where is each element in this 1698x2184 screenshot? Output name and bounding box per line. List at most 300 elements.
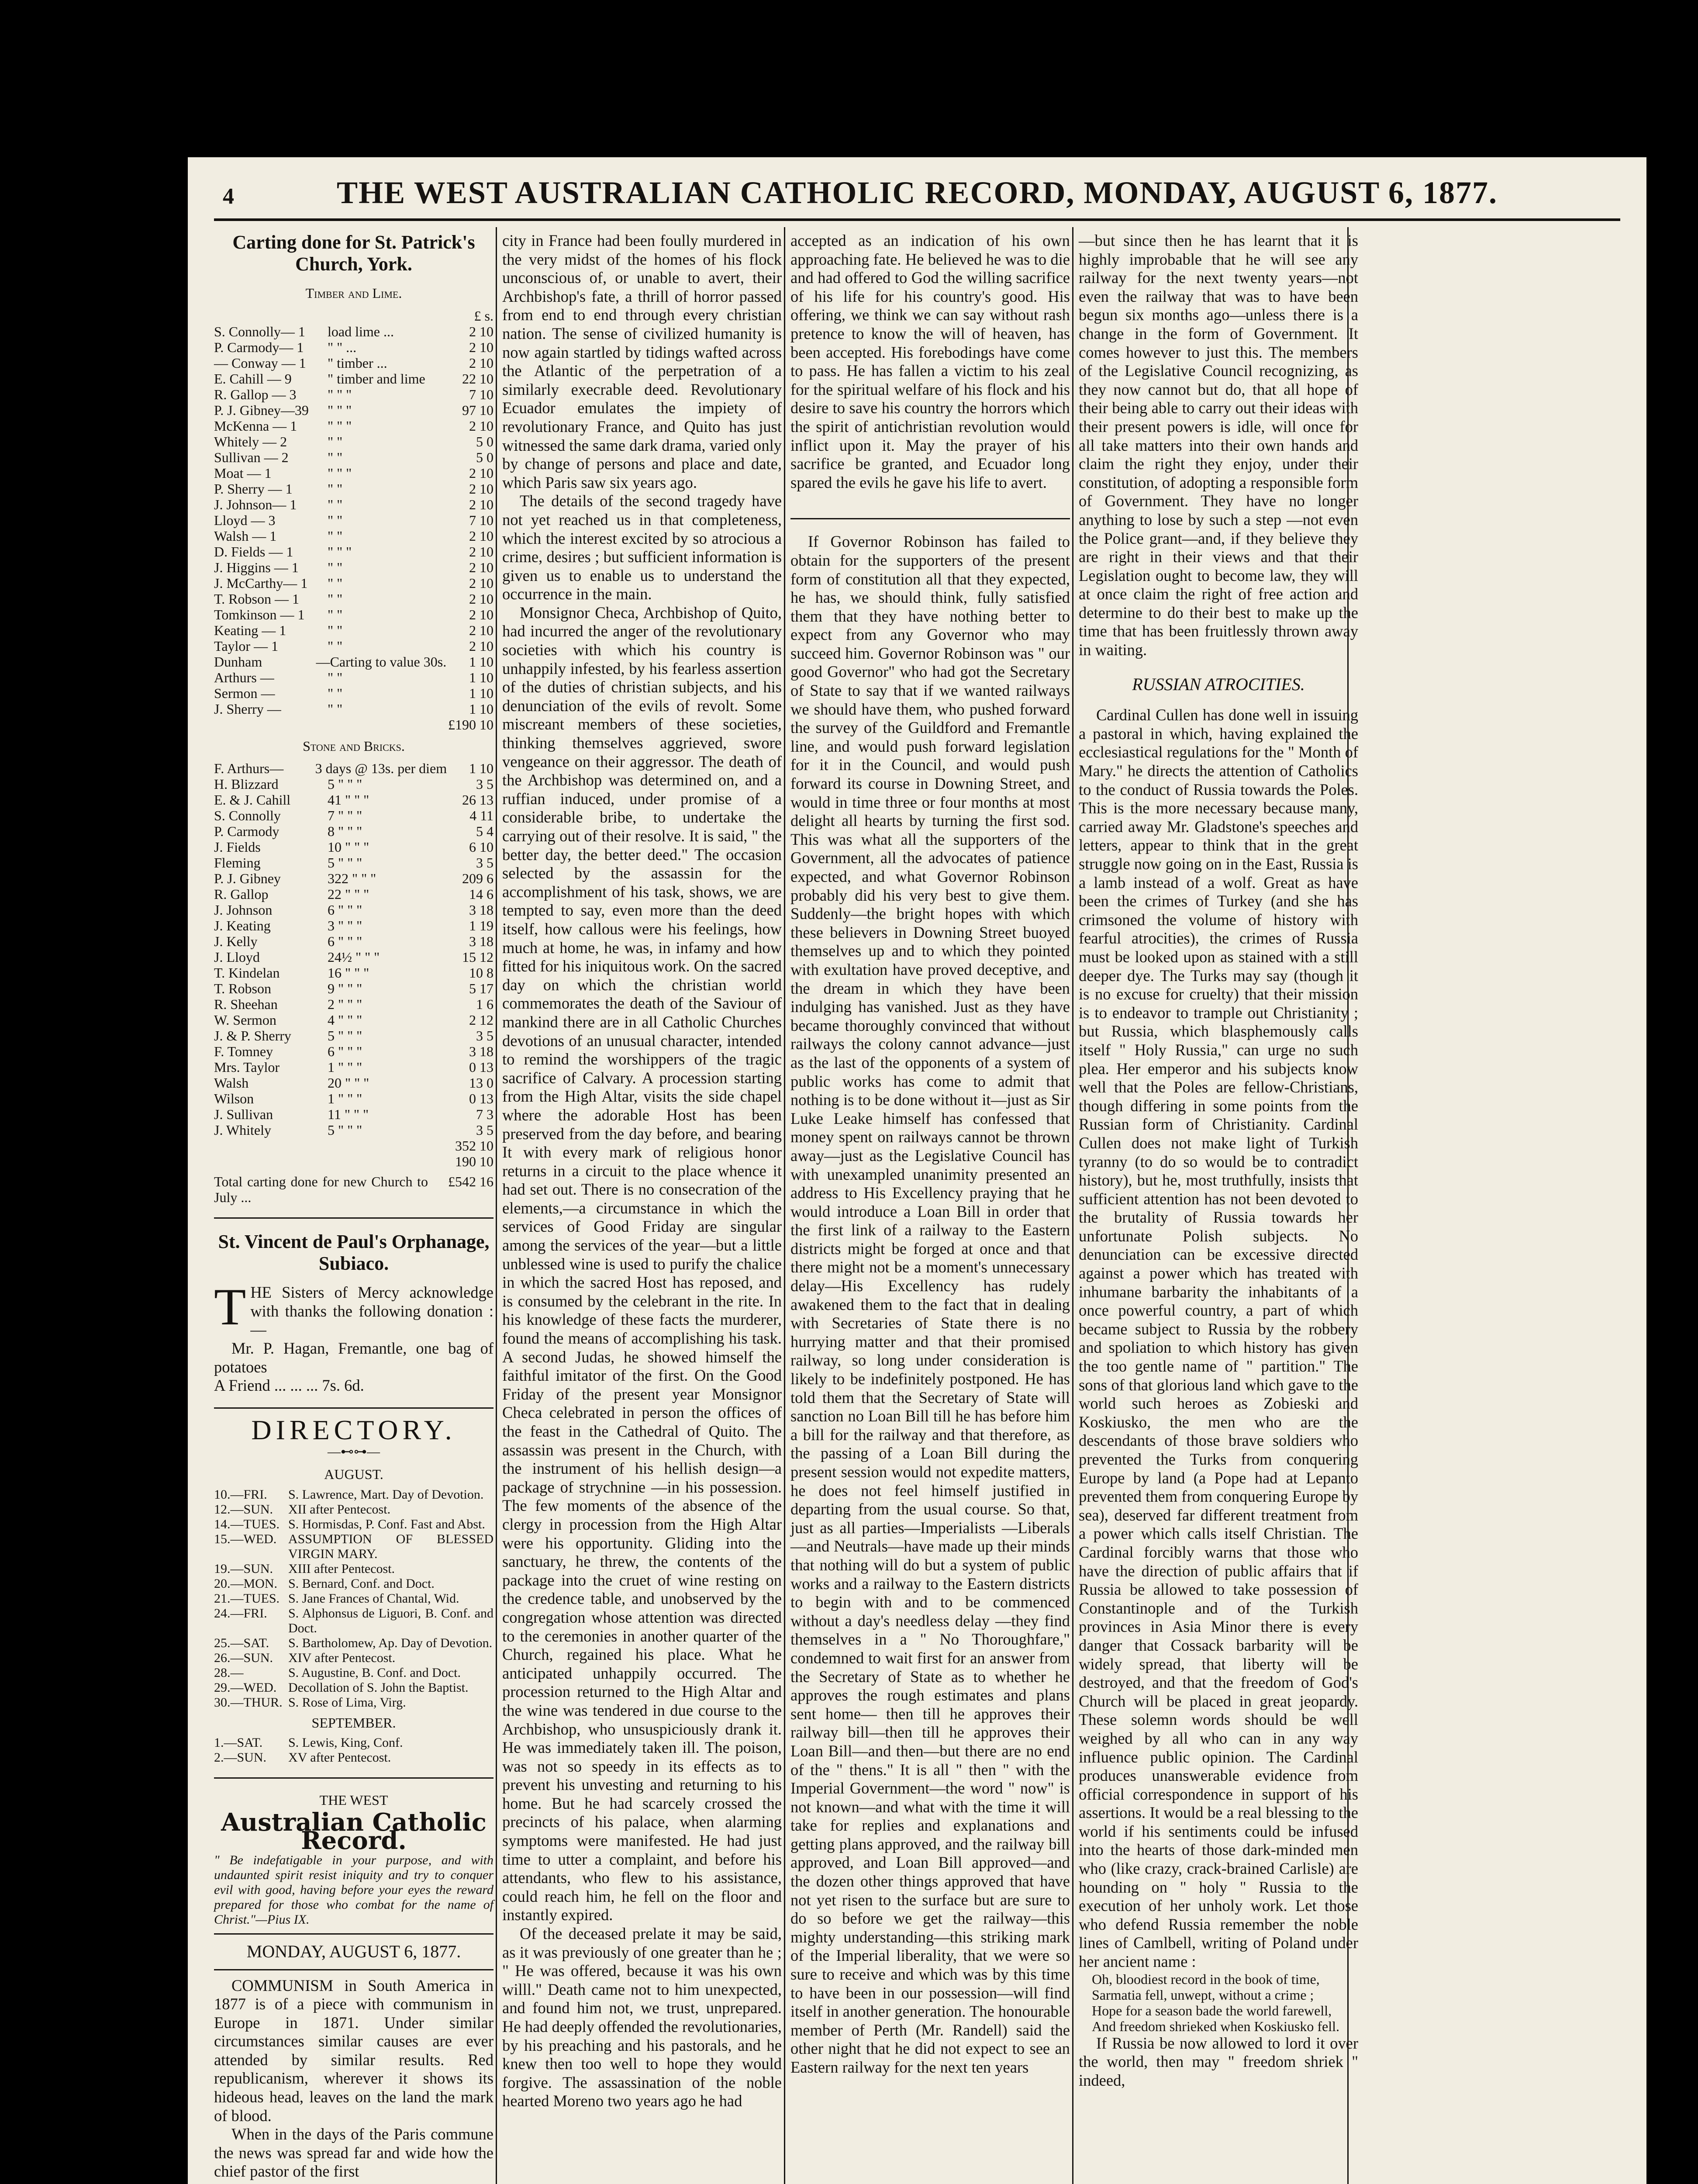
table-row [214,670,494,685]
row-description: —Carting to value 30s. [316,653,447,670]
article-paragraph: city in France had been foully murdered in the very midst of the homes of his flock unconscious of, or unable to avert, their Archbishop's fate, a thrill of horror passed from end to end through every christian nation. The sense of civilized humanity is now again startled by tidings wafted across the Atlantic of the perpetration of a similarly execrable deed. Revolutionary Ecuador emulates the impiety of revolutionary France, and Quito has just witnessed the same dark drama, varied only by change of persons and place and date, which Paris saw six years ago. [502,232,782,491]
entry-text: Decollation of S. John the Baptist. [288,1680,469,1695]
row-description: " " [328,606,343,622]
row-amount: 13 0 [469,1075,494,1091]
row-description: 20 " " " [328,1075,369,1091]
row-name: Mrs. Taylor [214,1059,280,1075]
article-paragraph: If Governor Robinson has failed to obtain for the supporters of the present form of constitution all that they expected, he has, we should think, fully satisfied them that they have nothing better to expect from any Governor who may succeed him. Governor Robinson was " our good Governor" who had got the Secretary of State to say that if we wanted railways we should have them, who pushed forward the survey of the Guildford and Fremantle line, and would push forward legislation for it in the Council, and would push forward its course in Downing Street, and would in time three or four months at most delight all hearts by turning the first sod. This was what all the supporters of the Government, all the advocates of patience expected, and what Governor Robinson probably did his very best to give them. Suddenly—the bright hopes with which these believers in Downing Street buoyed themselves up and to which they pointed with exultation have proved deceptive, and the dream in which they have been indulging has vanished. Just as they have became thoroughly convinced that without railways the colony cannot advance—just as the last of the opponents of a system of public works has come to admit that nothing is to be done without it—just as Sir Luke Leake himself has confessed that money spent on railways cannot be thrown away—just as the Legislative Council has with unexampled unanimity presented an address to His Excellency praying that he would introduce a Loan Bill in order that the first link of a railway to the Eastern districts might be forged at once and that there might not be a moment's unnecessary delay—His Excellency has rudely awakened them to the fact that in dealing with Secretaries of State there is no hurrying matter and that their promised railway, so long under consideration is likely to be indefinitely postponed. He has told them that the Secretary of State will sanction no Loan Bill till he has before him a bill for the railway and that therefore, as the passing of a Loan Bill during the present session would not expedite matters, he does not feel himself justified in departing from the usual course. So that, just as all parties—Imperialists —Liberals—and Neutrals—have made up their minds that nothing will do but a system of public works and a railway to the Eastern districts to begin with and to be commenced without a day's needless delay —they find themselves in a " No Thoroughfare," condemned to wait first for an answer from the Secretary of State as to whether he approves the rough estimates and plans sent home— then till he approves their railway bill—then till he approves their Loan Bill—and then—but there are no end of the " thens." It is all " then " with the Imperial Government—the word " now" is not known—and what with the time it will take for replies and explanations and getting plans approved, and the railway bill approved, and Loan Bill approved—and the dozen other things approved that have not yet risen to the surface but are sure to do so before we get the railway—this mighty understanding—this striking mark of the Imperial liberality, that we were so sure to receive and which was by this time to have been in our possession—will find itself in another generation. The honourable member of Perth (Mr. Randell) said the other night that he did not expect to see an Eastern railway for the next ten years [790,532,1070,2076]
directory-entry [214,1651,494,1666]
row-amount: 2 10 [469,339,494,355]
directory-entry [214,1576,494,1591]
row-name: P. J. Gibney—39 [214,402,309,418]
carting-table-stone [214,760,494,1138]
entry-date: 12.—SUN. [214,1502,273,1517]
row-amount: 5 0 [476,433,494,449]
entry-date: 10.—FRI. [214,1487,267,1502]
row-name: J. Keating [214,918,271,934]
table-row [214,1122,494,1138]
table-row [214,760,494,776]
table-row [214,560,494,575]
row-amount: 3 5 [476,1122,494,1138]
row-description: " " [328,685,343,701]
divider [790,518,1070,519]
table-row [214,949,494,965]
poem-line: Oh, bloodiest record in the book of time, [1092,1971,1320,1987]
entry-date: 1.—SAT. [214,1735,263,1750]
directory-entry [214,1680,494,1695]
row-name: J. Johnson [214,902,273,918]
row-name: J. Lloyd [214,949,260,965]
row-description: " " [328,591,343,607]
row-amount: 1 10 [469,701,494,717]
row-description: " timber and lime [328,370,425,387]
row-name: R. Sheehan [214,996,278,1013]
row-description: 16 " " " [328,965,369,981]
row-name: T. Robson — 1 [214,591,299,607]
table-row [214,918,494,933]
entry-text: S. Alphonsus de Liguori, B. Conf. and Doct. [288,1606,494,1635]
row-description: " " " [328,543,352,560]
directory-month: AUGUST. [324,1466,383,1482]
row-description: 6 " " " [328,933,362,950]
row-description: " " [328,669,343,685]
table-row [214,449,494,465]
row-description: 1 " " " [328,1059,362,1075]
row-name: Tomkinson — 1 [214,606,305,622]
carting-table-timber [214,324,494,717]
divider [214,1407,494,1409]
entry-date: 19.—SUN. [214,1561,273,1576]
table-row [214,481,494,497]
carting-subtotal: 352 10 [455,1138,494,1154]
table-row [214,371,494,387]
row-name: J. Whitely [214,1122,271,1138]
table-row [214,1106,494,1122]
row-description: 24½ " " " [328,949,380,965]
article-heading: RUSSIAN ATROCITIES. [1132,674,1305,694]
row-name: R. Gallop [214,886,269,902]
orphanage-body: HE Sisters of Mercy acknowledge with thanks the following donation :— [250,1283,494,1339]
row-description: " " [328,449,343,465]
entry-date: 14.—TUES. [214,1517,280,1531]
row-amount: 1 10 [469,669,494,685]
carting-subtotal: 190 10 [455,1154,494,1170]
row-name: P. Sherry — 1 [214,480,293,497]
table-row [214,902,494,918]
row-name: T. Robson [214,981,271,997]
row-name: S. Connolly— 1 [214,323,305,339]
row-amount: 2 10 [469,575,494,591]
row-name: J. McCarthy— 1 [214,575,308,591]
table-row [214,855,494,871]
motto: " Be indefatigable in your purpose, and with undaunted spirit resist iniquity and try to conquer evil with good, having before your eyes the reward prepared for those who combat for the name of Christ."—Pius IX. [214,1852,494,1927]
row-description: 6 " " " [328,1044,362,1060]
column-1 [214,232,494,2184]
row-name: Wilson [214,1091,254,1107]
row-amount: 2 10 [469,323,494,339]
row-amount: 26 13 [462,792,494,808]
table-row [214,638,494,654]
row-amount: 7 10 [469,386,494,402]
column-2 [502,232,782,2184]
table-row [214,886,494,902]
row-description: " " " [328,402,352,418]
article-paragraph: COMMUNISM in South America in 1877 is of a piece with communism in Europe in 1871. Under similar circumstances similar causes are ever attended by similar results. Red republicanism, wherever it shows its hideous head, leaves on the land the mark of blood. [214,1976,494,2125]
carting-section-stone: Stone and Bricks. [303,738,405,754]
entry-text: S. Lawrence, Mart. Day of Devotion. [288,1487,484,1502]
directory-list [214,1735,494,1765]
row-name: P. Carmody [214,823,280,840]
row-name: Dunham [214,653,262,670]
row-name: J. Kelly [214,933,258,950]
entry-text: XIII after Pentecost. [288,1561,395,1576]
row-name: — Conway — 1 [214,355,306,371]
row-amount: 2 10 [469,480,494,497]
row-amount: 6 10 [469,839,494,855]
row-amount: 7 10 [469,512,494,528]
row-amount: 1 6 [476,996,494,1013]
directory-entry [214,1591,494,1606]
row-description: 10 " " " [328,839,369,855]
table-row [214,512,494,528]
entry-date: 21.—TUES. [214,1591,280,1606]
entry-date: 20.—MON. [214,1576,278,1591]
row-amount: 3 5 [476,855,494,871]
carting-total-row [214,1174,494,1205]
table-row [214,324,494,339]
row-description: " " ... [328,339,357,355]
row-description: 3 days @ 13s. per diem [315,760,447,777]
divider [214,1777,494,1779]
masthead: THE WEST AUSTRALIAN CATHOLIC RECORD, MONDAY, AUGUST 6, 1877. [337,175,1498,210]
carting-subtotal: £190 10 [448,716,494,733]
directory-entry [214,1695,494,1710]
row-name: W. Sermon [214,1012,276,1028]
column-5 [1354,232,1625,2184]
carting-section-timber: Timber and Lime. [305,285,402,301]
table-row [214,544,494,560]
table-row [214,418,494,434]
row-name: Walsh — 1 [214,528,277,544]
row-name: Lloyd — 3 [214,512,276,528]
entry-date: 24.—FRI. [214,1606,267,1621]
entry-text: S. Jane Frances of Chantal, Wid. [288,1591,459,1606]
directory-entry [214,1487,494,1502]
row-description: 322 " " " [328,871,376,887]
row-description: " " [328,701,343,717]
row-amount: 7 3 [476,1106,494,1123]
divider [214,1969,494,1970]
row-name: Moat — 1 [214,465,272,481]
entry-date: 28.— [214,1665,244,1680]
paper-title-line: THE WEST [319,1792,388,1808]
row-description: 41 " " " [328,792,369,808]
table-row [214,823,494,839]
row-description: " " [328,512,343,528]
table-row [214,1012,494,1028]
article-paragraph: The details of the second tragedy have not yet reached us in that completeness, which the interest excited by so atrocious a crime, desires ; but sufficient information is given us to enable us to understand the occurrence in the main. [502,492,782,603]
poem-line: And freedom shrieked when Koskiusko fell. [1092,2018,1339,2034]
row-amount: 10 8 [469,965,494,981]
row-amount: 3 18 [469,1044,494,1060]
directory-month: SEPTEMBER. [311,1714,396,1731]
carting-title: Carting done for St. Patrick's Church, York. [232,232,475,275]
row-description: 4 " " " [328,1012,362,1028]
row-description: 5 " " " [328,1122,362,1138]
column-divider [496,227,497,2184]
poem-line: Sarmatia fell, unwept, without a crime ; [1092,1987,1314,2003]
entry-text: S. Hormisdas, P. Conf. Fast and Abst. [288,1517,485,1531]
row-description: 5 " " " [328,855,362,871]
row-amount: 2 10 [469,465,494,481]
entry-text: XV after Pentecost. [288,1750,391,1765]
table-row [214,839,494,855]
row-description: " " [328,480,343,497]
table-row [214,1091,494,1106]
directory-entry [214,1502,494,1517]
row-amount: 209 6 [462,871,494,887]
page-number: 4 [223,184,234,209]
directory-entry [214,1750,494,1765]
row-description: 3 " " " [328,918,362,934]
table-row [214,465,494,481]
row-name: Whitely — 2 [214,433,287,449]
table-row [214,387,494,402]
row-amount: 0 13 [469,1091,494,1107]
column-divider [1072,227,1073,2184]
table-row [214,933,494,949]
table-row [214,575,494,591]
table-row [214,808,494,823]
row-amount: 4 11 [469,808,494,824]
entry-text: S. Augustine, B. Conf. and Doct. [288,1665,461,1680]
row-amount: 1 10 [469,760,494,777]
row-description: 11 " " " [328,1106,369,1123]
row-description: " " " [328,418,352,434]
article-paragraph: Cardinal Cullen has done well in issuing a pastoral in which, having explained the ecclesiastical regulations for the " Month of Mary." he directs the attention of Catholics to the conduct of Russia towards the Poles. This is the more necessary because many, carried away Mr. Gladstone's speeches and letters, appear to think that in the great struggle now going on in the East, Russia is a lamb instead of a wolf. Great as have been the crimes of Turkey (and she has crimsoned the volume of history with fearful atrocities), the crimes of Russia must be looked upon as stained with a still deeper dye. The Turks may say (though it is no excuse for cruelty) that their mission is to endeavor to trample out Christianity ; but Russia, which blasphemously calls itself " Holy Russia," can urge no such plea. Her emperor and his subjects know well that the Poles are fellow-Christians, though differing in some points from the Russian form of Christianity. Cardinal Cullen does not make light of Turkish tyranny (to do so would be to contradict history), but he, most truthfully, insists that sufficient attention has not been devoted to the brutality of Russia towards her unfortunate Polish subjects. No denunciation can be excessive directed against a power which has treated with inhumane barbarity the inhabitants of a once powerful country, a part of which became subject to Russia by the robbery and spoliation to which history has given the too gentle name of " partition." The sons of that glorious land which gave to the world such heroes as Zobieski and Koskiusko, the men who are the descendants of those brave soldiers who prevented the Turks from conquering Europe by land (a Pope had at Lepanto prevented them from conquering Europe by sea), deserved far different treatment from a power which calls itself Christian. The Cardinal forcibly warns that those who have the direction of public affairs that if Russia be allowed to take possession of Constantinople and of the Turkish provinces in Asia Minor there is every danger that Cossack barbarity will be widely spread, that liberty will be destroyed, and that the freedom of God's Church will be placed in great jeopardy. These solemn words should be well weighed by all who can in any way influence public opinion. The Cardinal produces unanswerable evidence from official correspondence in support of his assertions. It would be a real blessing to the world if his sentiments could be infused into the hearts of those dark-minded men who (like crazy, crack-brained Carlisle) are hounding on " holy " Russia to the execution of her unholy work. Let those who defend Russia remember the noble lines of Camlbell, writing of Poland under her ancient name : [1079,706,1358,1971]
entry-date: 30.—THUR. [214,1695,283,1710]
row-amount: 1 19 [469,918,494,934]
entry-date: 29.—WED. [214,1680,277,1695]
entry-text: S. Bartholomew, Ap. Day of Devotion. [288,1635,493,1650]
row-name: P. Carmody— 1 [214,339,304,355]
table-row [214,1044,494,1059]
row-description: 22 " " " [328,886,369,902]
row-amount: 1 10 [469,653,494,670]
row-name: Arthurs — [214,669,274,685]
row-amount: 3 18 [469,933,494,950]
article-paragraph: accepted as an indication of his own approaching fate. He believed he was to die and had offered to God the willing sacrifice of his life for his country's good. His offering, we think we can say without rash pretence to know the will of heaven, has been accepted. His forebodings have come to pass. He has fallen a victim to his zeal for the spiritual welfare of his flock and his desire to save his country the horrors which the spirit of antichristian revolution would inflict upon it. May the prayer of his sacrifice be granted, and Ecuador long spared the evils he gave his life to avert. [790,232,1070,491]
row-name: Sermon — [214,685,275,701]
directory-entry [214,1562,494,1576]
row-name: P. J. Gibney [214,871,281,887]
directory-title: DIRECTORY. [251,1414,456,1445]
table-row [214,528,494,544]
directory-entry [214,1636,494,1651]
row-amount: 2 10 [469,355,494,371]
row-amount: 97 10 [462,402,494,418]
table-row [214,965,494,981]
row-amount: 2 10 [469,622,494,638]
column-4 [1079,232,1358,2184]
table-row [214,792,494,808]
row-amount: 5 0 [476,449,494,465]
table-row [214,685,494,701]
table-row [214,497,494,512]
carting-total-label: Total carting done for new Church to July ... [214,1174,428,1206]
row-name: J. Fields [214,839,261,855]
article-paragraph: If Russia be now allowed to lord it over the world, then may " freedom shriek " indeed, [1079,2034,1358,2089]
table-row [214,871,494,886]
row-description: " " [328,559,343,575]
directory-entry [214,1666,494,1680]
row-amount: 2 10 [469,543,494,560]
directory-list [214,1487,494,1710]
table-row [214,339,494,355]
divider [214,1217,494,1219]
row-amount: 5 17 [469,981,494,997]
row-description: " " " [328,386,352,402]
row-amount: 2 10 [469,496,494,512]
column-divider [784,227,785,2184]
row-amount: 2 10 [469,606,494,622]
poem [1079,1971,1358,2034]
table-row [214,1075,494,1091]
table-row [214,701,494,717]
table-row [214,1059,494,1075]
donation-line: A Friend ... ... ... 7s. 6d. [214,1376,364,1395]
paper-title: Australian Catholic Record. [221,1807,487,1856]
row-amount: 2 10 [469,418,494,434]
orphanage-title: St. Vincent de Paul's Orphanage, Subiaco. [218,1231,490,1275]
row-amount: 3 18 [469,902,494,918]
article-paragraph: —but since then he has learnt that it is highly improbable that he will see any railway for the next twenty years—not even the railway that was to have been begun six months ago—unless there is a change in the form of Government. It comes however to just this. The members of the Legislative Council recognizing, as they now cannot but do, that all hope of their being able to carry out their ideas with their present powers is idle, will once for all take matters into their own hands and claim the right they enjoy, under their constitution, of adopting a responsible form of Government. They have no longer anything to lose by such a step —not even the Police grant—and, if they believe they are right in their views and that their Legislation ought to become law, they will at once claim the right of free action and determine to do their best to make up the time that has been fruitlessly thrown away in waiting. [1079,232,1358,659]
table-row [214,355,494,371]
row-amount: 0 13 [469,1059,494,1075]
row-description: 5 " " " [328,776,362,792]
row-description: " " [328,496,343,512]
poem-line: Hope for a season bade the world farewell, [1092,2002,1332,2018]
row-name: J. Sherry — [214,701,281,717]
row-description: " " [328,528,343,544]
row-amount: 5 4 [476,823,494,840]
row-amount: 14 6 [469,886,494,902]
row-description: " " [328,638,343,654]
row-description: 8 " " " [328,823,362,840]
donation-line: Mr. P. Hagan, Fremantle, one bag of potatoes [214,1339,494,1376]
row-description: 6 " " " [328,902,362,918]
row-description: " timber ... [328,355,387,371]
row-name: Sullivan — 2 [214,449,289,465]
directory-entry [214,1735,494,1750]
article-paragraph: Monsignor Checa, Archbishop of Quito, had incurred the anger of the revolutionary societies with which his country is unhappily infested, by his fearless assertion of the duties of christian subjects, and his denunciation of the evils of revolt. Some miscreant members of these societies, thinking themselves aggrieved, swore vengeance on their aggressor. The death of the Archbishop was determined on, and a ruffian induced, under promise of a considerable bribe, to undertake the carrying out of their resolve. It is said, " the better day, the better deed." The occasion selected by the assassin for the accomplishment of his task, shows, we are tempted to say, even more than the deed itself, how callous were his feelings, how much at home, he was, in infamy and how fitted for his iniquitous work. On the sacred day on which the christian world commemorates the death of the Saviour of mankind there are in all Catholic Churches devotions of an unusual character, intended to remind the worshippers of the tragic sacrifice of Calvary. A procession starting from the High Altar, visits the side chapel where the adorable Host has been preserved from the day before, and bearing It with every mark of religious honor returns in a circuit to the place whence it had set out. There is no consecration of the elements,—a circumstance in which the services of Good Friday are singular among the services of the year—but a little unblessed wine is used to purify the chalice in which the sacred Host has reposed, and is consumed by the celebrant in the rite. In his knowledge of these facts the murderer, found the means of accomplishing his task. A second Judas, he showed himself the faithful imitator of the first. On the Good Friday of the present year Monsignor Checa celebrated in person the offices of the feast in the Cathedral of Quito. The assassin was present in the Church, with the instrument of his hellish design—a package of strychnine —in his possession. The few moments of the absence of the clergy in procession from the High Altar were his opportunity. Gliding into the sanctuary, he threw, the contents of the package into the cruet of wine resting on the credence table, and unobserved by the congregation whose attention was directed to the ceremonies in another quarter of the Church, regained his place. What he anticipated unhappily occurred. The procession returned to the High Altar and the wine was tendered in due course to the Archbishop, who unsuspiciously drank it. He was immediately taken ill. The poison, was not so speedy in its effects as to prevent his unvesting and returning to his home. But he had scarcely crossed the precincts of his palace, when alarming symptoms were manifested. He had just time to utter a complaint, and before his attendants, who flew to his assistance, could reach him, he fell on the floor and instantly expired. [502,603,782,1924]
table-row [214,1028,494,1044]
entry-text: ASSUMPTION OF BLESSED VIRGIN MARY. [288,1531,494,1561]
row-name: Taylor — 1 [214,638,279,654]
row-name: J. Higgins — 1 [214,559,299,575]
row-description: 2 " " " [328,996,362,1013]
row-description: load lime ... [328,323,394,339]
drop-cap: T [214,1278,246,1336]
entry-date: 25.—SAT. [214,1635,269,1650]
table-row [214,591,494,607]
row-amount: 3 5 [476,1028,494,1044]
carting-total-amount: £542 16 [448,1174,494,1190]
ornament: —⊷⊶— [328,1444,380,1459]
table-row [214,996,494,1012]
row-name: F. Tomney [214,1044,273,1060]
row-name: J. Johnson— 1 [214,496,297,512]
entry-text: S. Bernard, Conf. and Doct. [288,1576,435,1591]
row-description: " " [328,575,343,591]
row-description: " " [328,622,343,638]
newspaper-page [188,157,1646,2184]
entry-date: 2.—SUN. [214,1750,267,1765]
row-description: 7 " " " [328,808,362,824]
row-description: 1 " " " [328,1091,362,1107]
row-name: E. & J. Cahill [214,792,291,808]
row-name: Walsh [214,1075,249,1091]
table-row [214,981,494,996]
table-row [214,434,494,449]
row-amount: 15 12 [462,949,494,965]
row-name: E. Cahill — 9 [214,370,292,387]
row-name: F. Arthurs— [214,760,284,777]
divider [214,1933,494,1935]
column-3 [790,232,1070,2184]
table-row [214,622,494,638]
table-row [214,607,494,622]
row-amount: 2 10 [469,528,494,544]
currency-header: £ s. [474,308,494,324]
row-description: 9 " " " [328,981,362,997]
directory-entry [214,1517,494,1532]
row-name: McKenna — 1 [214,418,297,434]
row-name: T. Kindelan [214,965,280,981]
row-name: H. Blizzard [214,776,279,792]
row-amount: 2 10 [469,591,494,607]
issue-date: MONDAY, AUGUST 6, 1877. [246,1941,461,1961]
table-row [214,402,494,418]
directory-entry [214,1606,494,1636]
row-amount: 1 10 [469,685,494,701]
table-row [214,776,494,792]
row-amount: 2 10 [469,559,494,575]
row-name: J. Sullivan [214,1106,273,1123]
row-amount: 2 10 [469,638,494,654]
article-paragraph: Of the deceased prelate it may be said, as it was previously of one greater than he ; " He was offered, because it was his own willl." Death came not to him unexpected, and found him not, we trust, unprepared. He had deeply offended the revolutionaries, by his preaching and his pastorals, and he knew then too well to hope they would forgive. The assassination of the noble hearted Moreno two years ago he had [502,1925,782,2110]
row-description: " " [328,433,343,449]
row-name: Keating — 1 [214,622,286,638]
row-amount: 3 5 [476,776,494,792]
row-name: D. Fields — 1 [214,543,293,560]
article-paragraph: When in the days of the Paris commune the news was spread far and wide how the chief pastor of the first [214,2125,494,2181]
row-description: 5 " " " [328,1028,362,1044]
header-rule [214,218,1620,221]
row-name: S. Connolly [214,808,281,824]
row-description: " " " [328,465,352,481]
entry-text: S. Lewis, King, Conf. [288,1735,403,1750]
table-row [214,654,494,670]
entry-date: 15.—WED. [214,1531,277,1546]
row-amount: 22 10 [462,370,494,387]
row-name: J. & P. Sherry [214,1028,291,1044]
row-name: R. Gallop — 3 [214,386,297,402]
row-name: Fleming [214,855,261,871]
entry-text: XIV after Pentecost. [288,1650,396,1665]
directory-entry [214,1532,494,1562]
entry-date: 26.—SUN. [214,1650,273,1665]
